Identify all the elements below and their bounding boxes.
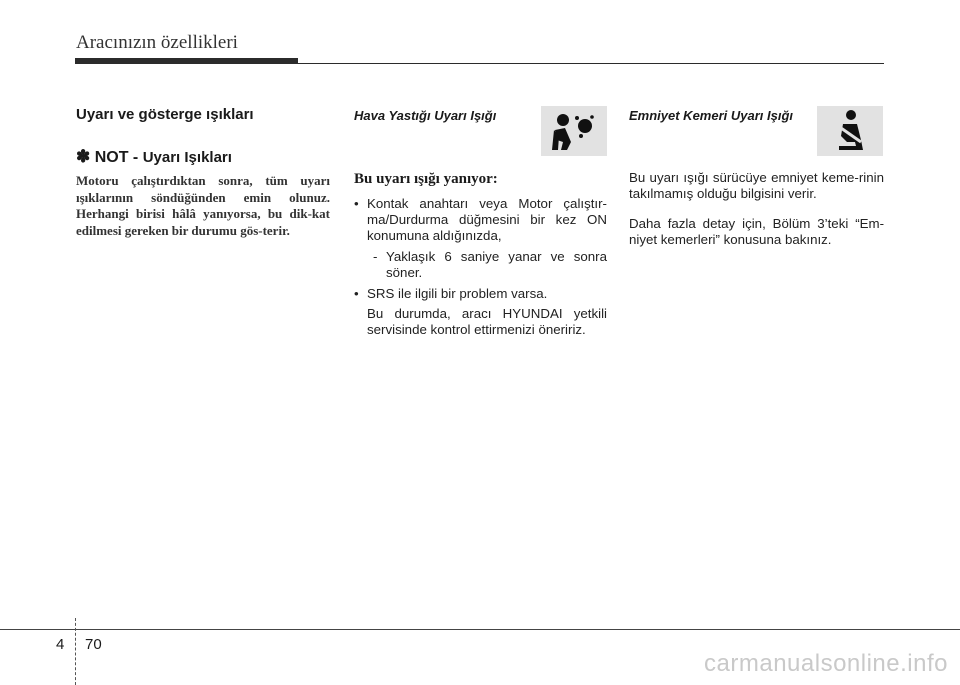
bullet: • [354,286,359,301]
warning-lights-title: Uyarı ve gösterge ışıkları [76,106,254,123]
page-number: 70 [85,636,102,653]
note-body: Motoru çalıştırdıktan sonra, tüm uyarı ışıklarının söndüğünden emin olunuz. Herhangi birisi hâlâ yanıyorsa, bu dik-kat edilmesi gereken bir durumu gös-terir. [76,173,330,238]
airbag-title: Hava Yastığı Uyarı Işığı [354,108,497,123]
airbag-dash-1: Yaklaşık 6 saniye yanar ve sonra söner. [386,249,607,280]
dash: - [373,249,378,264]
airbag-lead: Bu uyarı ışığı yanıyor: [354,171,498,187]
section-header: Aracınızın özellikleri [76,32,238,53]
list-item [354,196,607,281]
list-subitem [367,249,607,281]
note-title: Uyarı Işıkları [142,149,232,166]
airbag-list [354,196,607,338]
seatbelt-para-1: Bu uyarı ışığı sürücüye emniyet keme-rinin takılmamış olduğu bilgisini verir. [629,170,884,201]
watermark: carmanualsonline.info [704,650,948,677]
footer-divider [75,618,77,685]
note-star-icon: ✽ [76,147,91,166]
airbag-bullet-2: SRS ile ilgili bir problem varsa. [367,286,548,301]
chapter-number: 4 [56,636,65,653]
note-label: NOT - [94,149,139,166]
airbag-bullet-1: Kontak anahtarı veya Motor çalıştır-ma/Durdurma düğmesini bir kez ON konumuna aldığınızda, [367,196,607,243]
seatbelt-para-2: Daha fazla detay için, Bölüm 3’teki “Em-niyet kemerleri” konusuna bakınız. [629,216,884,247]
header-rule-thick [75,58,298,64]
seatbelt-title: Emniyet Kemeri Uyarı Işığı [629,108,794,123]
note-heading [76,147,330,167]
header-rule-thin [298,63,884,64]
seatbelt-body [629,170,884,248]
bullet: • [354,196,359,211]
column-warning-lights [76,100,330,239]
airbag-warning-icon [541,106,607,156]
airbag-bullet-2-continuation: Bu durumda, aracı HYUNDAI yetkili servisinde kontrol ettirmenizi öneririz. [367,306,607,337]
list-item [354,286,607,338]
footer-rule [0,629,960,630]
seat-belt-warning-icon [817,106,883,156]
